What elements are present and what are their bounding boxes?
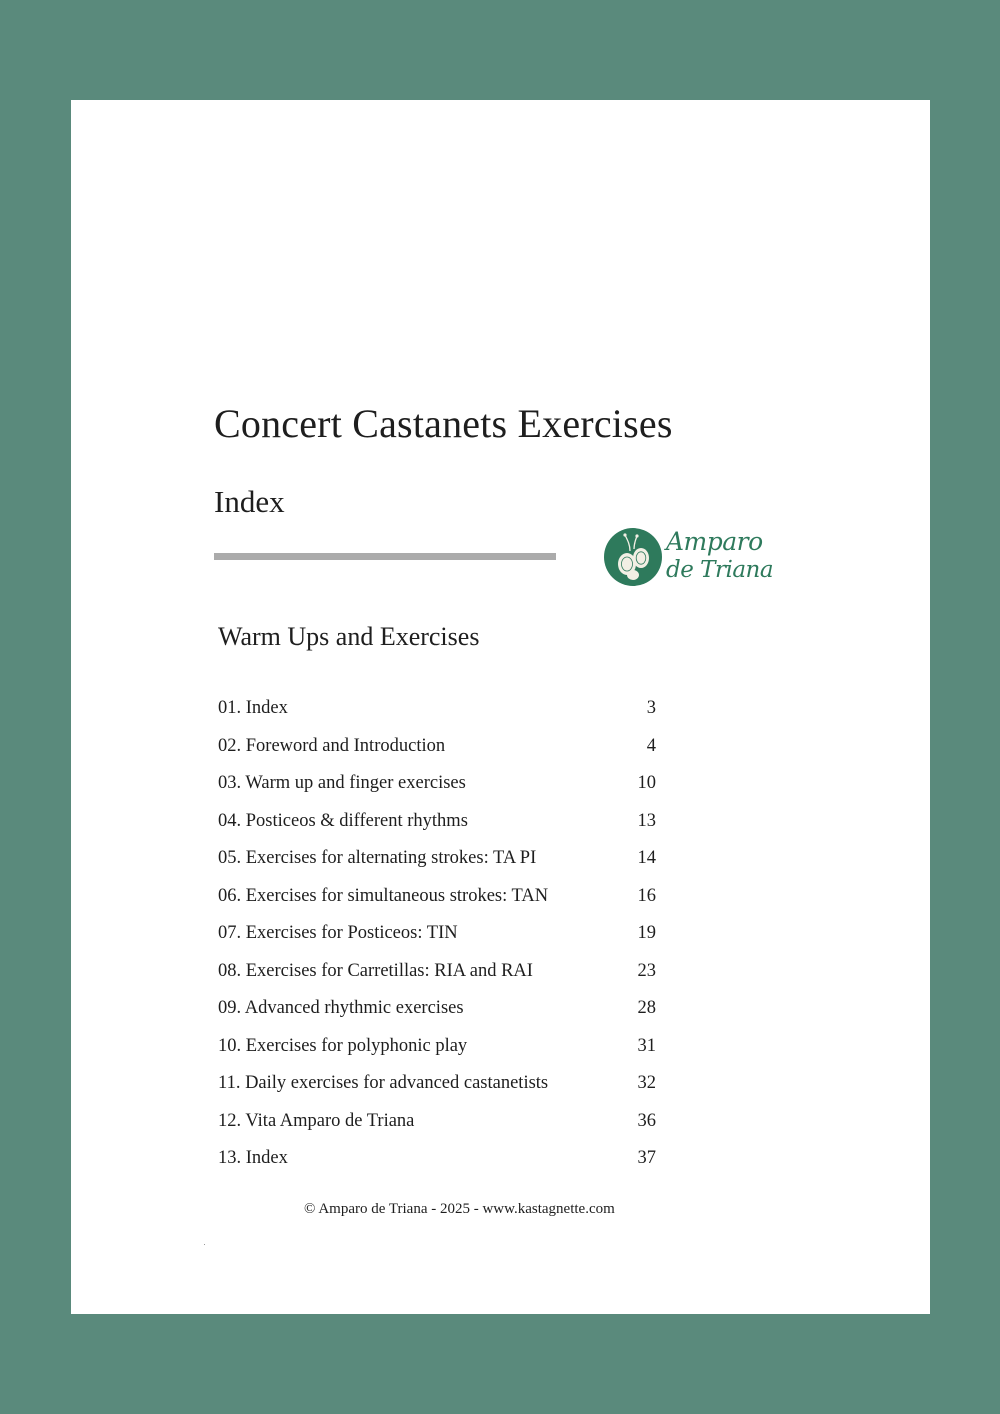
logo-text-line1: Amparo xyxy=(666,527,763,556)
toc-entry[interactable] xyxy=(218,988,658,1026)
toc-entry-page: 28 xyxy=(637,998,656,1018)
toc-entry-page: 14 xyxy=(637,848,656,868)
toc-entry-page: 3 xyxy=(646,698,656,718)
table-of-contents xyxy=(218,688,658,1176)
toc-entry-page: 23 xyxy=(637,960,656,981)
castanets-icon xyxy=(603,527,663,587)
toc-entry-label: 13. Index xyxy=(218,1148,288,1168)
toc-entry[interactable] xyxy=(218,1026,658,1064)
toc-entry[interactable] xyxy=(218,913,658,951)
toc-entry-page: 4 xyxy=(646,735,656,756)
document-subtitle: Index xyxy=(214,484,285,519)
toc-entry-page: 37 xyxy=(637,1148,656,1168)
toc-entry-label: 02. Foreword and Introduction xyxy=(218,735,446,756)
toc-entry[interactable] xyxy=(218,951,658,989)
toc-entry[interactable] xyxy=(218,1138,658,1176)
toc-entry-page: 10 xyxy=(637,773,656,793)
toc-entry[interactable] xyxy=(218,801,658,839)
toc-entry[interactable] xyxy=(218,763,658,801)
toc-entry-label: 09. Advanced rhythmic exercises xyxy=(218,998,464,1018)
toc-entry-label: 08. Exercises for Carretillas: RIA and RAI xyxy=(218,960,533,981)
toc-entry-label: 06. Exercises for simultaneous strokes: TAN xyxy=(218,885,549,906)
toc-entry-page: 13 xyxy=(637,810,656,831)
toc-entry-label: 01. Index xyxy=(218,698,288,718)
stray-mark xyxy=(204,1244,205,1245)
toc-entry-page: 31 xyxy=(637,1035,656,1056)
toc-entry-label: 07. Exercises for Posticeos: TIN xyxy=(218,923,458,943)
toc-entry[interactable] xyxy=(218,838,658,876)
section-heading: Warm Ups and Exercises xyxy=(218,622,480,651)
document-page xyxy=(71,100,930,1314)
title-divider xyxy=(214,553,556,560)
toc-entry[interactable] xyxy=(218,876,658,914)
copyright-footer: © Amparo de Triana - 2025 - www.kastagnette.com xyxy=(304,1201,615,1217)
brand-logo xyxy=(603,527,773,587)
logo-text-line2: de Triana xyxy=(666,557,774,583)
toc-entry[interactable] xyxy=(218,726,658,764)
toc-entry[interactable] xyxy=(218,1063,658,1101)
toc-entry-label: 12. Vita Amparo de Triana xyxy=(218,1110,415,1131)
toc-entry-label: 05. Exercises for alternating strokes: TA PI xyxy=(218,848,537,868)
toc-entry[interactable] xyxy=(218,1101,658,1139)
toc-entry-label: 10. Exercises for polyphonic play xyxy=(218,1035,468,1056)
toc-entry-label: 04. Posticeos & different rhythms xyxy=(218,810,468,831)
document-title: Concert Castanets Exercises xyxy=(214,401,673,446)
toc-entry-label: 03. Warm up and finger exercises xyxy=(218,773,466,793)
toc-entry-label: 11. Daily exercises for advanced castanetists xyxy=(218,1073,549,1093)
toc-entry-page: 19 xyxy=(637,923,656,943)
toc-entry-page: 36 xyxy=(637,1110,656,1131)
toc-entry-page: 32 xyxy=(637,1073,656,1093)
toc-entry[interactable] xyxy=(218,688,658,726)
toc-entry-page: 16 xyxy=(637,885,656,906)
